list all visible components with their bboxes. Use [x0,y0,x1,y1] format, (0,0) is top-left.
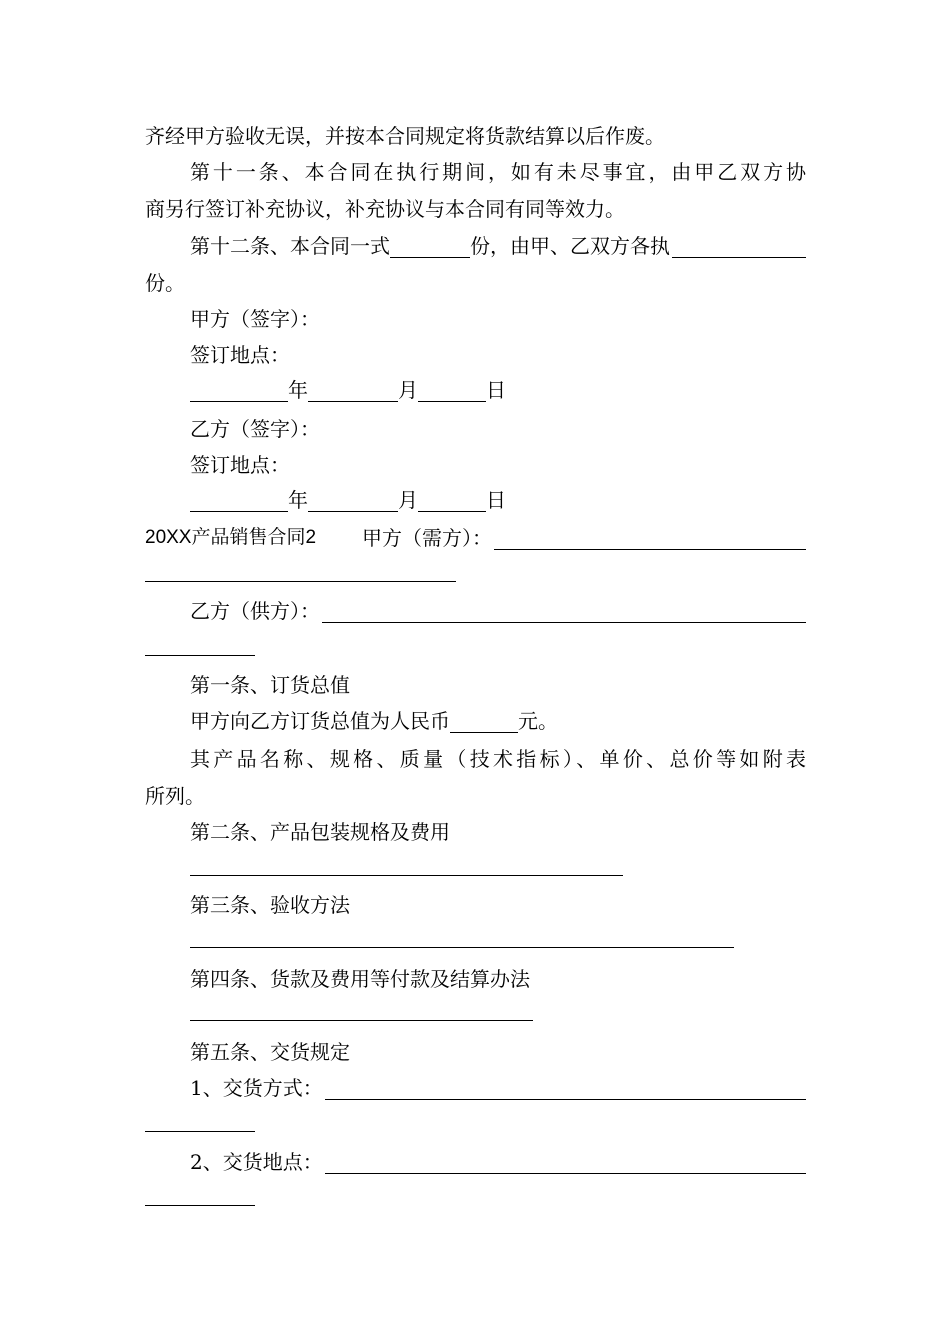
month-blank [308,381,398,402]
article-1-value-line [190,709,806,733]
delivery-method-blank [325,1079,806,1100]
day-label: 日 [486,378,506,402]
article-1-text: 甲方向乙方订货总值为人民币 [190,709,450,733]
text-line: 商另行签订补充协议，补充协议与本合同有同等效力。 [145,197,625,221]
year-label: 年 [288,378,308,402]
delivery-method-line [190,1076,806,1100]
delivery-place-line [190,1150,806,1174]
party-b-place-label: 签订地点： [190,453,290,477]
article-12-text-a: 第十二条、本合同一式 [190,234,390,258]
party-b-date-line [190,488,806,512]
delivery-place-label: 2、交货地点： [190,1150,323,1174]
day-label: 日 [486,488,506,512]
article-1-text-2: 其产品名称、规格、质量（技术指标）、单价、总价等如附表 [190,747,806,771]
article-4-heading: 第四条、货款及费用等付款及结算办法 [190,967,530,991]
copies-each-blank [672,237,806,258]
day-blank [418,491,486,512]
underline-blank [145,1205,255,1206]
text-line: 份。 [145,271,185,295]
day-blank [418,381,486,402]
article-11-line: 第十一条、本合同在执行期间，如有未尽事宜，由甲乙双方协 [190,160,806,184]
delivery-method-label: 1、交货方式： [190,1076,323,1100]
underline-blank [145,581,456,582]
month-blank [308,491,398,512]
underline-blank [145,655,255,656]
underline-blank [190,875,623,876]
contract-title-line [145,526,806,550]
underline-blank [190,947,734,948]
party-b-line [190,599,806,623]
contract-title: 20XX产品销售合同2 [145,527,317,548]
party-b-label: 乙方（供方）： [190,599,320,623]
article-1-heading: 第一条、订货总值 [190,673,350,697]
article-12-text-b: 份，由甲、乙双方各执 [470,234,670,258]
article-1-unit: 元。 [518,709,558,733]
party-a-signature-label: 甲方（签字）： [190,307,320,331]
month-label: 月 [398,378,418,402]
article-5-heading: 第五条、交货规定 [190,1040,350,1064]
amount-blank [450,712,518,733]
party-a-label: 甲方（需方）： [362,526,493,550]
article-3-heading: 第三条、验收方法 [190,893,350,917]
article-1-text-3: 所列。 [145,784,205,808]
underline-blank [190,1020,533,1021]
year-label: 年 [288,488,308,512]
year-blank [190,381,288,402]
party-a-place-label: 签订地点： [190,343,290,367]
party-a-blank [494,529,806,550]
party-b-signature-label: 乙方（签字）： [190,417,320,441]
delivery-place-blank [325,1153,806,1174]
article-2-heading: 第二条、产品包装规格及费用 [190,820,450,844]
copies-blank [390,237,470,258]
party-b-blank [322,602,806,623]
article-12-line [190,234,806,258]
month-label: 月 [398,488,418,512]
underline-blank [145,1131,255,1132]
party-a-date-line [190,378,806,402]
text-line: 齐经甲方验收无误，并按本合同规定将货款结算以后作废。 [145,124,665,148]
year-blank [190,491,288,512]
